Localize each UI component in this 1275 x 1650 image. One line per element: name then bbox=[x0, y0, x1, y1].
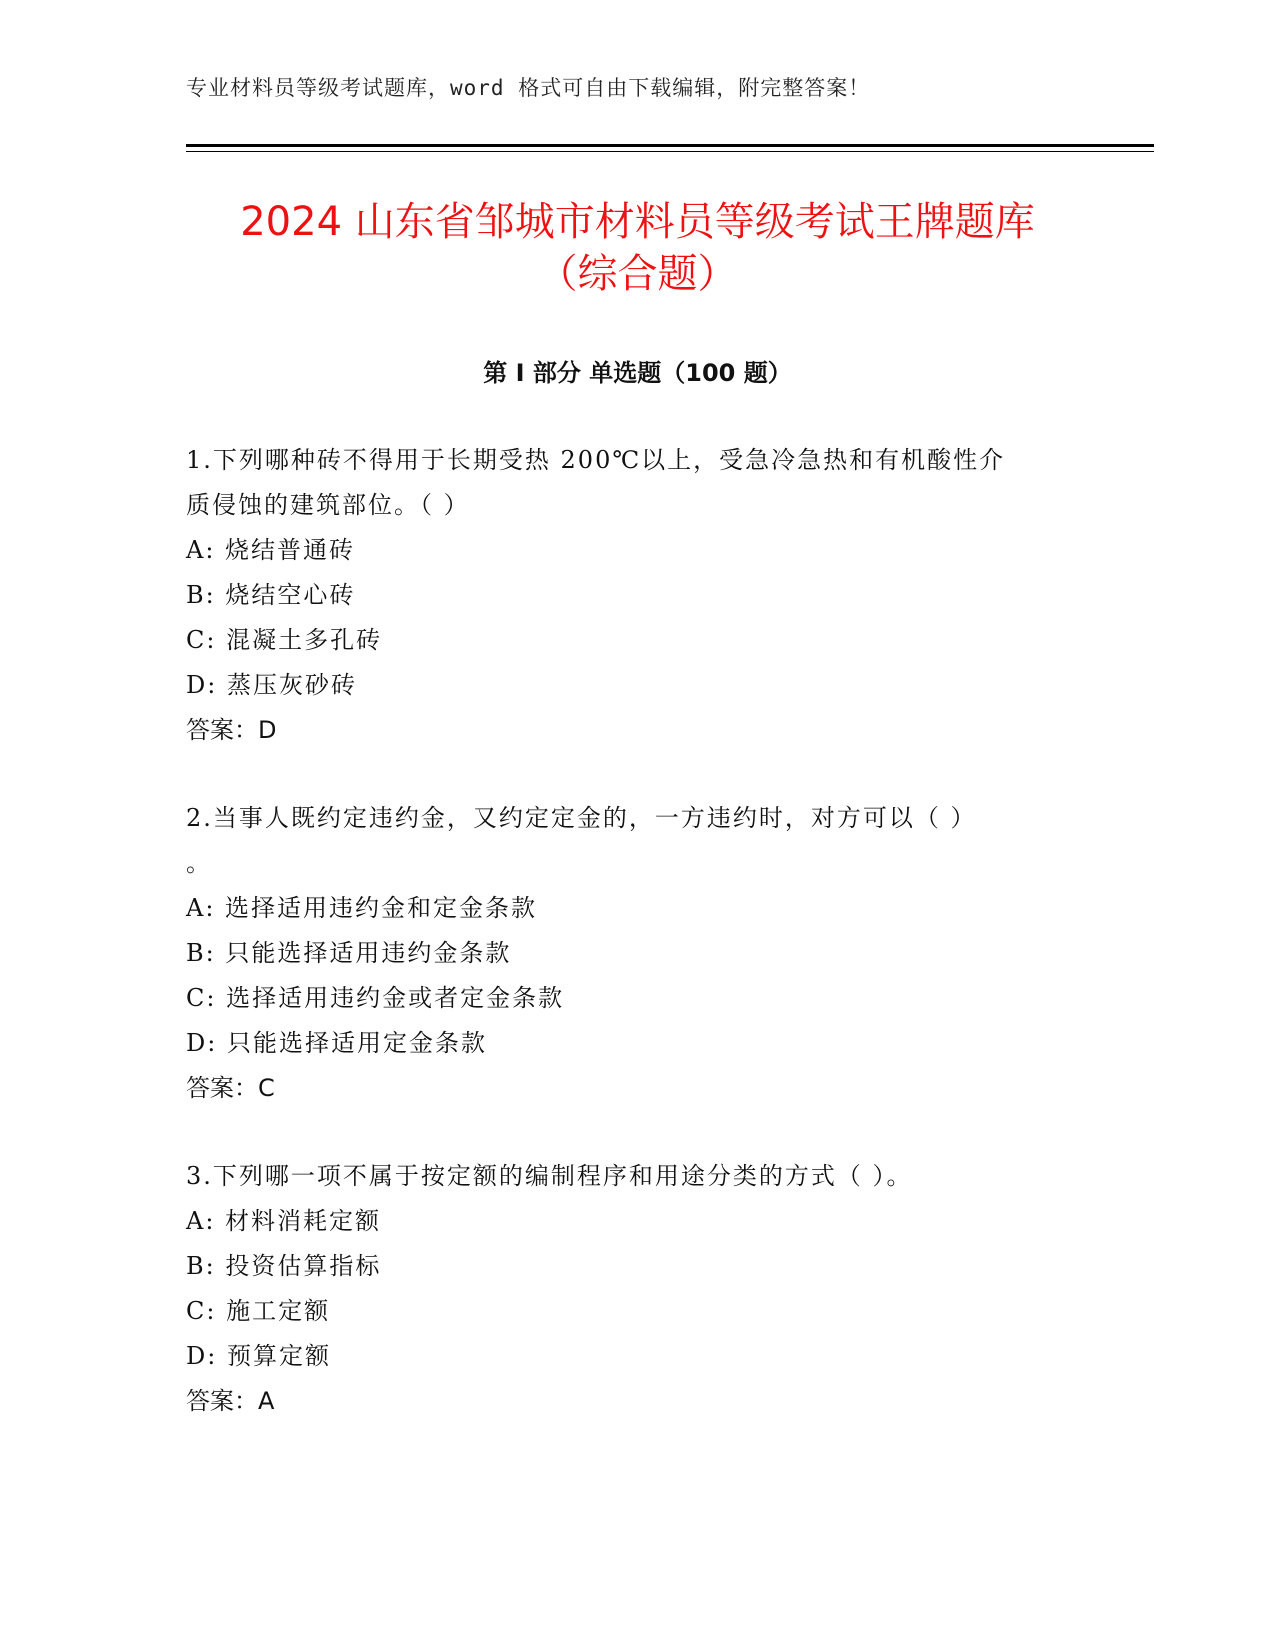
document-title bbox=[150, 196, 1125, 300]
question-2 bbox=[186, 796, 1086, 1111]
option-c: C: 选择适用违约金或者定金条款 bbox=[186, 984, 565, 1012]
question-stem: 2.当事人既约定违约金，又约定定金的，一方违约时，对方可以（ ） bbox=[186, 804, 977, 832]
answer: 答案：C bbox=[186, 1074, 275, 1102]
option-c: C: 混凝土多孔砖 bbox=[186, 626, 383, 654]
option-a: A: 烧结普通砖 bbox=[186, 536, 356, 564]
question-3 bbox=[186, 1154, 1086, 1424]
header-rule-thick bbox=[186, 144, 1154, 147]
option-a: A: 选择适用违约金和定金条款 bbox=[186, 894, 538, 922]
option-a: A: 材料消耗定额 bbox=[186, 1207, 382, 1235]
document-title-line2: （综合题） bbox=[537, 251, 738, 297]
option-b: B: 烧结空心砖 bbox=[186, 581, 356, 609]
option-d: D: 只能选择适用定金条款 bbox=[186, 1029, 487, 1057]
question-stem: 3.下列哪一项不属于按定额的编制程序和用途分类的方式（ ）。 bbox=[186, 1162, 913, 1190]
option-d: D: 蒸压灰砂砖 bbox=[186, 671, 357, 699]
option-c: C: 施工定额 bbox=[186, 1297, 331, 1325]
answer: 答案：A bbox=[186, 1387, 275, 1415]
question-stem-continued: 。 bbox=[186, 849, 212, 877]
document-title-line1: 2024 山东省邹城市材料员等级考试王牌题库 bbox=[240, 199, 1035, 245]
option-b: B: 只能选择适用违约金条款 bbox=[186, 939, 512, 967]
question-stem: 1.下列哪种砖不得用于长期受热 200℃以上，受急冷急热和有机酸性介 bbox=[186, 446, 1006, 474]
header-rule-thin bbox=[186, 151, 1154, 152]
answer: 答案：D bbox=[186, 716, 277, 744]
option-d: D: 预算定额 bbox=[186, 1342, 331, 1370]
option-b: B: 投资估算指标 bbox=[186, 1252, 382, 1280]
question-1 bbox=[186, 438, 1086, 753]
question-stem-continued: 质侵蚀的建筑部位。（ ） bbox=[186, 491, 470, 519]
header-note: 专业材料员等级考试题库，word 格式可自由下载编辑，附完整答案！ bbox=[186, 76, 871, 100]
section-heading: 第 I 部分 单选题（100 题） bbox=[483, 359, 792, 387]
